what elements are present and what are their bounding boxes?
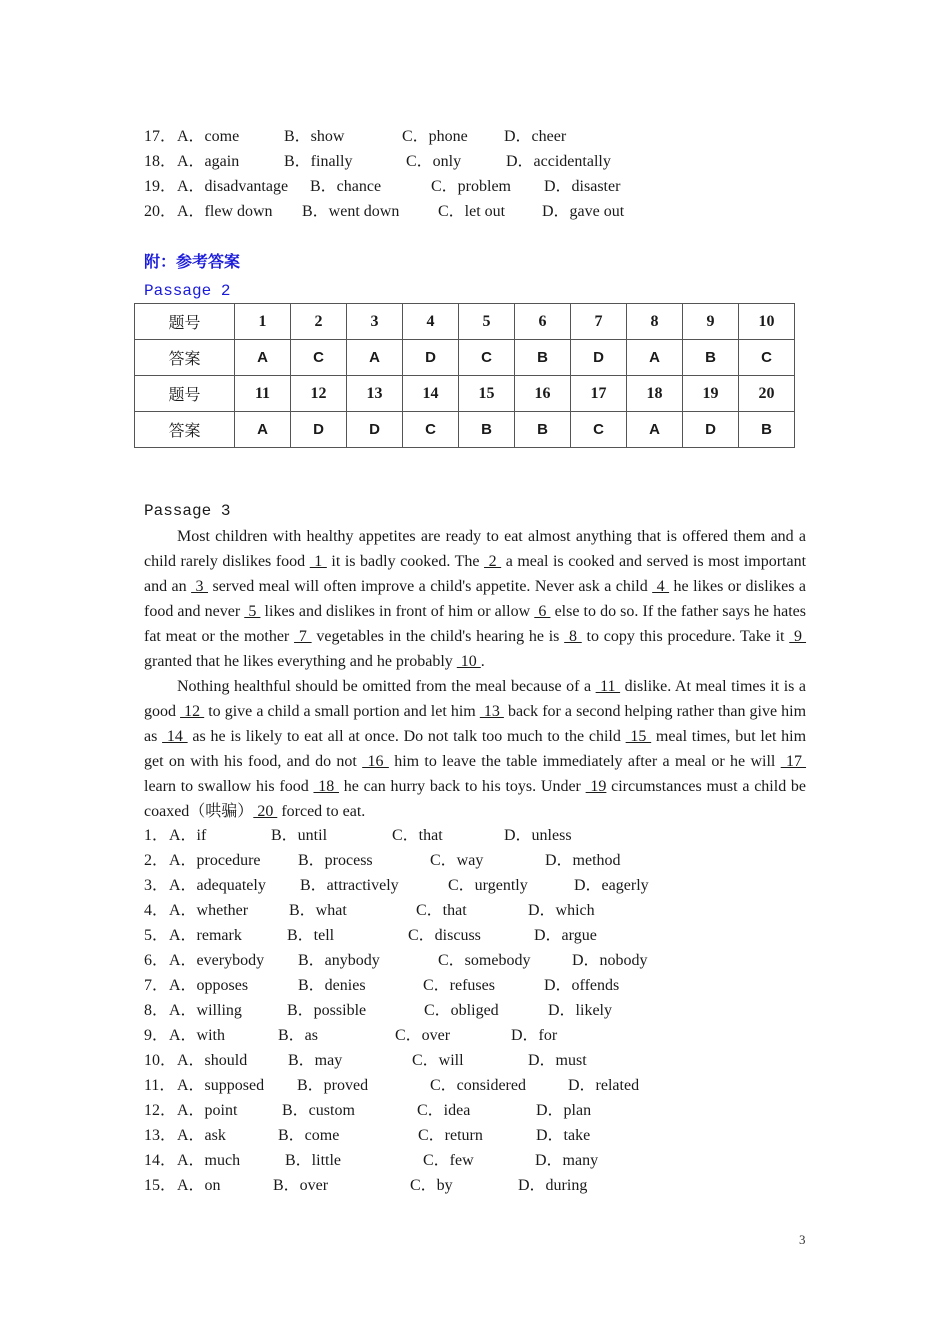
table-cell: A xyxy=(627,340,683,376)
option-c: C．by xyxy=(410,1177,453,1194)
blank-17: 17 xyxy=(780,753,807,770)
table-cell: C xyxy=(403,412,459,448)
text-segment: vegetables in the child's hearing he is xyxy=(311,628,565,645)
option-c: C．only xyxy=(406,153,462,170)
table-cell: 1 xyxy=(235,304,291,340)
table-cell: D xyxy=(291,412,347,448)
table-row-answers-2 xyxy=(135,412,795,448)
option-b: B．little xyxy=(285,1152,342,1169)
option-c: C．that xyxy=(416,902,467,919)
table-cell: D xyxy=(347,412,403,448)
blank-12: 12 xyxy=(180,703,205,720)
option-a: A．point xyxy=(177,1102,238,1119)
option-b: B．custom xyxy=(282,1102,355,1119)
text-segment: him to leave the table immediately after a meal or he will xyxy=(388,753,781,770)
passage-paragraph-2 xyxy=(144,674,806,824)
option-b: B．finally xyxy=(284,153,353,170)
text-segment: back for a second helping rather than give him as xyxy=(144,703,807,745)
option-c: C．let out xyxy=(438,203,506,220)
table-cell: 8 xyxy=(627,304,683,340)
option-b: B．denies xyxy=(298,977,366,994)
blank-6: 6 xyxy=(534,603,551,620)
option-d: D．likely xyxy=(548,1002,612,1019)
option-a: A．opposes xyxy=(169,977,249,994)
table-cell: C xyxy=(459,340,515,376)
option-a: A．whether xyxy=(169,902,249,919)
option-c: C．few xyxy=(423,1152,474,1169)
table-cell: 4 xyxy=(403,304,459,340)
option-a: A．everybody xyxy=(169,952,265,969)
row-header: 题号 xyxy=(135,304,235,340)
page-number: 3 xyxy=(799,1232,806,1247)
table-cell: A xyxy=(235,340,291,376)
table-cell: A xyxy=(627,412,683,448)
row-header: 答案 xyxy=(135,412,235,448)
option-c: C．idea xyxy=(417,1102,471,1119)
option-a: A．come xyxy=(177,128,240,145)
text-segment: meal times, but let him get on with his food, and do not xyxy=(144,728,807,770)
option-a: A．again xyxy=(177,153,240,170)
option-d: D．nobody xyxy=(572,952,648,969)
option-b: B．what xyxy=(289,902,347,919)
option-c: C．somebody xyxy=(438,952,531,969)
option-a: A．much xyxy=(177,1152,241,1169)
option-d: D．related xyxy=(568,1077,640,1094)
blank-19: 19 xyxy=(585,778,607,795)
option-c: C．obliged xyxy=(424,1002,499,1019)
question-number: 1． xyxy=(144,827,169,844)
option-c: C．will xyxy=(412,1052,464,1069)
option-d: D．eagerly xyxy=(574,877,649,894)
option-d: D．must xyxy=(528,1052,587,1069)
text-segment: Nothing healthful should be omitted from the meal because of a xyxy=(177,678,596,695)
option-b: B．proved xyxy=(297,1077,369,1094)
table-cell: 12 xyxy=(291,376,347,412)
table-cell: B xyxy=(683,340,739,376)
option-b: B．process xyxy=(298,852,373,869)
passage-paragraph-1 xyxy=(144,524,806,674)
table-cell: 5 xyxy=(459,304,515,340)
option-a: A．supposed xyxy=(177,1077,265,1094)
question-number: 20． xyxy=(144,203,177,220)
option-c: C．refuses xyxy=(423,977,495,994)
table-cell: 17 xyxy=(571,376,627,412)
option-c: C．return xyxy=(418,1127,483,1144)
table-cell: B xyxy=(459,412,515,448)
row-header: 题号 xyxy=(135,376,235,412)
table-cell: 20 xyxy=(739,376,795,412)
row-header: 答案 xyxy=(135,340,235,376)
option-b: B．attractively xyxy=(300,877,399,894)
table-cell: 13 xyxy=(347,376,403,412)
table-cell: 18 xyxy=(627,376,683,412)
option-b: B．possible xyxy=(287,1002,367,1019)
table-cell: 2 xyxy=(291,304,347,340)
option-c: C．over xyxy=(395,1027,451,1044)
text-segment: to give a child a small portion and let him xyxy=(204,703,480,720)
question-number: 2． xyxy=(144,852,169,869)
table-cell: D xyxy=(403,340,459,376)
option-b: B．as xyxy=(278,1027,319,1044)
option-d: D．disaster xyxy=(544,178,621,195)
option-d: D．accidentally xyxy=(506,153,611,170)
option-d: D．for xyxy=(511,1027,558,1044)
option-b: B．show xyxy=(284,128,345,145)
option-b: B．over xyxy=(273,1177,329,1194)
option-d: D．which xyxy=(528,902,595,919)
text-segment: learn to swallow his food xyxy=(144,778,314,795)
blank-8: 8 xyxy=(564,628,582,645)
blank-2: 2 xyxy=(484,553,502,570)
blank-14: 14 xyxy=(162,728,188,745)
option-b: B．come xyxy=(278,1127,340,1144)
table-cell: 9 xyxy=(683,304,739,340)
option-a: A．ask xyxy=(177,1127,226,1144)
option-b: B．may xyxy=(288,1052,343,1069)
table-cell: 3 xyxy=(347,304,403,340)
option-a: A．flew down xyxy=(177,203,273,220)
blank-10: 10 xyxy=(456,653,481,670)
option-c: C．urgently xyxy=(448,877,528,894)
question-number: 14． xyxy=(144,1152,177,1169)
answer-key-heading: 附：参考答案 xyxy=(144,252,241,271)
table-row-numbers-1 xyxy=(135,304,795,340)
question-number: 4． xyxy=(144,902,169,919)
table-cell: D xyxy=(683,412,739,448)
option-d: D．offends xyxy=(544,977,620,994)
text-segment: he can hurry back to his toys. Under xyxy=(338,778,586,795)
table-cell: B xyxy=(515,412,571,448)
text-segment: dislike. At meal times it is a good xyxy=(144,678,806,720)
question-number: 10． xyxy=(144,1052,177,1069)
option-a: A．remark xyxy=(169,927,242,944)
option-d: D．gave out xyxy=(542,203,625,220)
answer-table xyxy=(134,303,795,448)
blank-15: 15 xyxy=(625,728,652,745)
question-number: 7． xyxy=(144,977,169,994)
question-number: 9． xyxy=(144,1027,169,1044)
table-cell: D xyxy=(571,340,627,376)
question-number: 8． xyxy=(144,1002,169,1019)
option-c: C．problem xyxy=(431,178,511,195)
option-c: C．that xyxy=(392,827,443,844)
option-a: A．disadvantage xyxy=(177,178,289,195)
question-number: 11． xyxy=(144,1077,176,1094)
option-c: C．way xyxy=(430,852,484,869)
question-number: 12． xyxy=(144,1102,177,1119)
option-d: D．argue xyxy=(534,927,597,944)
text-segment: served meal will often improve a child's appetite. Never ask a child xyxy=(208,578,653,595)
text-segment: Most children with healthy appetites are ready to eat almost anything that is offered them and a child rarely dislikes food xyxy=(144,528,806,570)
table-cell: 16 xyxy=(515,376,571,412)
table-cell: B xyxy=(515,340,571,376)
option-d: D．cheer xyxy=(504,128,567,145)
option-a: A．adequately xyxy=(169,877,266,894)
option-b: B．anybody xyxy=(298,952,380,969)
table-row-answers-1 xyxy=(135,340,795,376)
table-cell: A xyxy=(235,412,291,448)
question-number: 15． xyxy=(144,1177,177,1194)
blank-18: 18 xyxy=(313,778,339,795)
option-d: D．unless xyxy=(504,827,572,844)
passage-2-label: Passage 2 xyxy=(144,282,231,300)
option-a: A．on xyxy=(177,1177,221,1194)
text-segment: likes and dislikes in front of him or allow xyxy=(260,603,535,620)
option-d: D．plan xyxy=(536,1102,592,1119)
question-number: 5． xyxy=(144,927,169,944)
text-segment: . xyxy=(480,653,485,670)
text-segment: it is badly cooked. The xyxy=(326,553,485,570)
option-a: A．if xyxy=(169,827,207,844)
text-segment: he likes or dislikes a food and never xyxy=(144,578,806,620)
table-cell: 10 xyxy=(739,304,795,340)
blank-13: 13 xyxy=(479,703,504,720)
option-c: C．discuss xyxy=(408,927,481,944)
blank-16: 16 xyxy=(362,753,389,770)
table-row-numbers-2 xyxy=(135,376,795,412)
blank-4: 4 xyxy=(652,578,670,595)
option-a: A．procedure xyxy=(169,852,261,869)
blank-3: 3 xyxy=(191,578,209,595)
question-number: 19． xyxy=(144,178,177,195)
option-d: D．during xyxy=(518,1177,588,1194)
blank-11: 11 xyxy=(595,678,621,695)
table-cell: 19 xyxy=(683,376,739,412)
option-b: B．tell xyxy=(287,927,335,944)
option-b: B．went down xyxy=(302,203,400,220)
option-d: D．many xyxy=(535,1152,599,1169)
option-d: D．take xyxy=(536,1127,591,1144)
option-d: D．method xyxy=(545,852,621,869)
blank-20: 20 xyxy=(253,803,278,820)
text-segment: to copy this procedure. Take it xyxy=(581,628,790,645)
table-cell: 11 xyxy=(235,376,291,412)
question-number: 3． xyxy=(144,877,169,894)
option-a: A．willing xyxy=(169,1002,242,1019)
table-cell: C xyxy=(291,340,347,376)
table-cell: 15 xyxy=(459,376,515,412)
option-a: A．with xyxy=(169,1027,226,1044)
blank-5: 5 xyxy=(244,603,261,620)
text-segment: forced to eat. xyxy=(277,803,366,820)
option-b: B．until xyxy=(271,827,328,844)
question-number: 13． xyxy=(144,1127,177,1144)
question-number: 6． xyxy=(144,952,169,969)
table-cell: 6 xyxy=(515,304,571,340)
text-segment: as he is likely to eat all at once. Do not talk too much to the child xyxy=(187,728,626,745)
table-cell: B xyxy=(739,412,795,448)
text-segment: circumstances must a child be coaxed（哄骗） xyxy=(144,778,807,820)
blank-9: 9 xyxy=(789,628,807,645)
text-segment: granted that he likes everything and he probably xyxy=(144,653,457,670)
question-number: 18． xyxy=(144,153,177,170)
table-cell: 14 xyxy=(403,376,459,412)
passage-3-label: Passage 3 xyxy=(144,502,231,520)
blank-1: 1 xyxy=(309,553,327,570)
table-cell: C xyxy=(571,412,627,448)
text-segment: a meal is cooked and served is most important and an xyxy=(144,553,807,595)
table-cell: A xyxy=(347,340,403,376)
text-segment: else to do so. If the father says he hates fat meat or the mother xyxy=(144,603,807,645)
table-cell: C xyxy=(739,340,795,376)
option-b: B．chance xyxy=(310,178,382,195)
blank-7: 7 xyxy=(294,628,312,645)
option-c: C．considered xyxy=(430,1077,526,1094)
table-cell: 7 xyxy=(571,304,627,340)
option-c: C．phone xyxy=(402,128,468,145)
question-number: 17． xyxy=(144,128,177,145)
option-a: A．should xyxy=(177,1052,248,1069)
